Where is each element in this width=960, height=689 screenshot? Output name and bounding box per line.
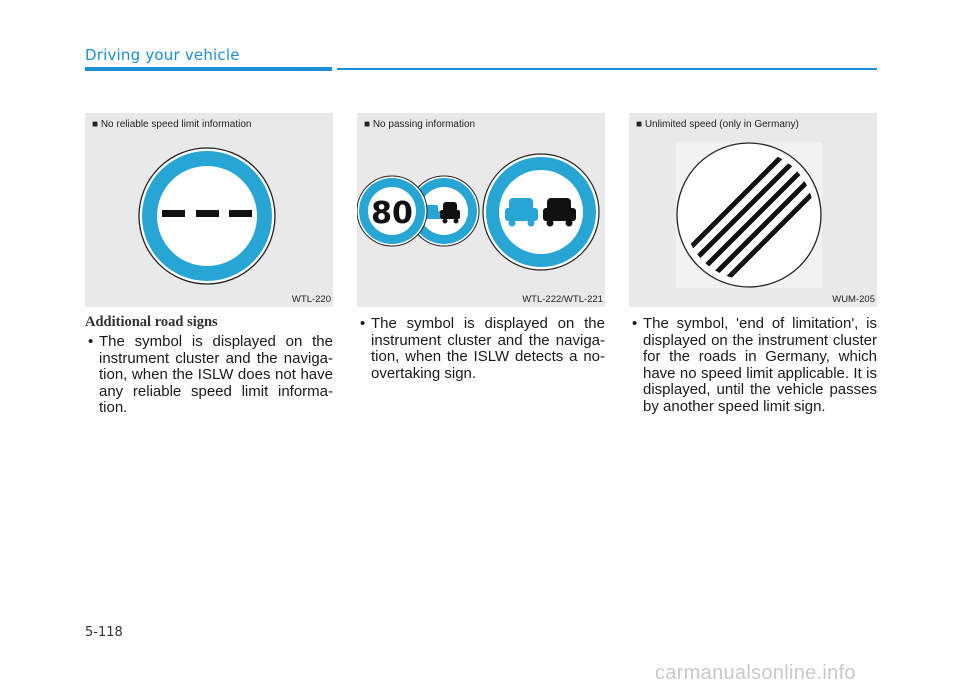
bullet-text: The symbol, 'end of limitation', is displayed on the instrument cluster for the roads in Germany, which have no speed limit applicable. It is displayed, until the vehicle passes by another speed limit sign. [643, 315, 877, 415]
bullet-marker: • [360, 315, 366, 332]
watermark: carmanualsonline.info [655, 662, 856, 684]
bullet-marker: • [632, 315, 638, 332]
section-heading: Additional road signs [85, 314, 218, 330]
figure-code: WUM-205 [832, 294, 875, 305]
bullet-item [85, 334, 333, 417]
figure-unlimited-speed [629, 113, 877, 307]
figure-no-reliable-speed-limit [85, 113, 333, 307]
figure-code: WTL-222/WTL-221 [522, 294, 603, 305]
figure-caption: ■ Unlimited speed (only in Germany) [636, 119, 799, 130]
bullet-item [629, 316, 877, 415]
end-of-limitation-sign-icon [629, 113, 877, 307]
bullet-marker: • [88, 333, 94, 350]
bullet-item [357, 316, 605, 382]
figure-no-passing [357, 113, 605, 307]
header-rule-thin [337, 68, 877, 70]
no-speed-limit-sign-icon [85, 113, 333, 307]
header-rule-thick [85, 67, 332, 71]
bullet-text: The symbol is displayed on the instrument cluster and the naviga-tion, when the ISLW detects a no-overtaking sign. [371, 315, 605, 382]
no-passing-sign-icon [357, 113, 605, 307]
speed-limit-value: 80 [371, 196, 413, 231]
figure-caption: ■ No reliable speed limit information [92, 119, 252, 130]
figure-caption: ■ No passing information [364, 119, 476, 130]
bullet-text: The symbol is displayed on the instrument cluster and the naviga-tion, when the ISLW does not have any reliable speed limit informa-tion. [99, 333, 333, 416]
section-title: Driving your vehicle [85, 46, 240, 64]
page-number: 5-118 [85, 625, 123, 640]
figure-code: WTL-220 [291, 294, 331, 305]
